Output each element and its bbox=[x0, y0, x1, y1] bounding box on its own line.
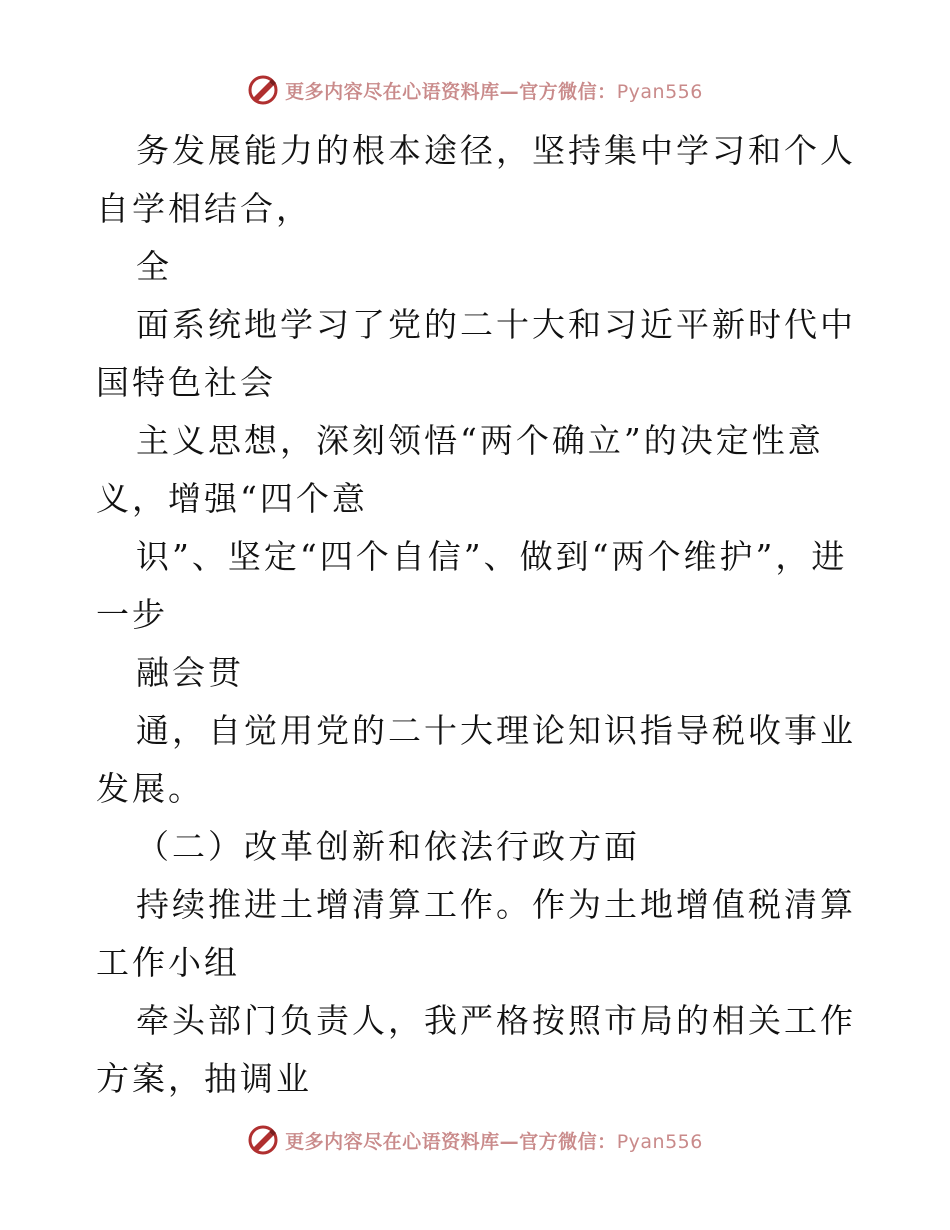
header-watermark bbox=[0, 70, 950, 110]
watermark-group bbox=[247, 74, 703, 106]
paragraph: 面系统地学习了党的二十大和习近平新时代中国特色社会 bbox=[96, 305, 856, 402]
paragraph: 融会贯 bbox=[136, 653, 244, 692]
paragraph: 识”、坚定“四个自信”、做到“两个维护”，进一步 bbox=[96, 537, 848, 634]
watermark-group bbox=[247, 1124, 703, 1156]
pen-logo-icon bbox=[247, 1124, 279, 1156]
pen-logo-icon bbox=[247, 74, 279, 106]
watermark-text: 更多内容尽在心语资料库—官方微信：Pyan556 bbox=[285, 1130, 703, 1153]
paragraph: 持续推进土增清算工作。作为土地增值税清算工作小组 bbox=[96, 885, 856, 982]
paragraph: 通，自觉用党的二十大理论知识指导税收事业发展。 bbox=[96, 711, 856, 808]
section-heading: （二）改革创新和依法行政方面 bbox=[136, 827, 640, 866]
document-body bbox=[96, 122, 856, 1108]
paragraph: 牵头部门负责人，我严格按照市局的相关工作方案，抽调业 bbox=[96, 1001, 856, 1098]
paragraph: 全 bbox=[136, 247, 172, 286]
paragraph: 务发展能力的根本途径，坚持集中学习和个人自学相结合， bbox=[96, 131, 856, 228]
paragraph: 主义思想，深刻领悟“两个确立”的决定性意义，增强“四个意 bbox=[96, 421, 824, 518]
watermark-text: 更多内容尽在心语资料库—官方微信：Pyan556 bbox=[285, 80, 703, 103]
footer-watermark bbox=[0, 1120, 950, 1160]
